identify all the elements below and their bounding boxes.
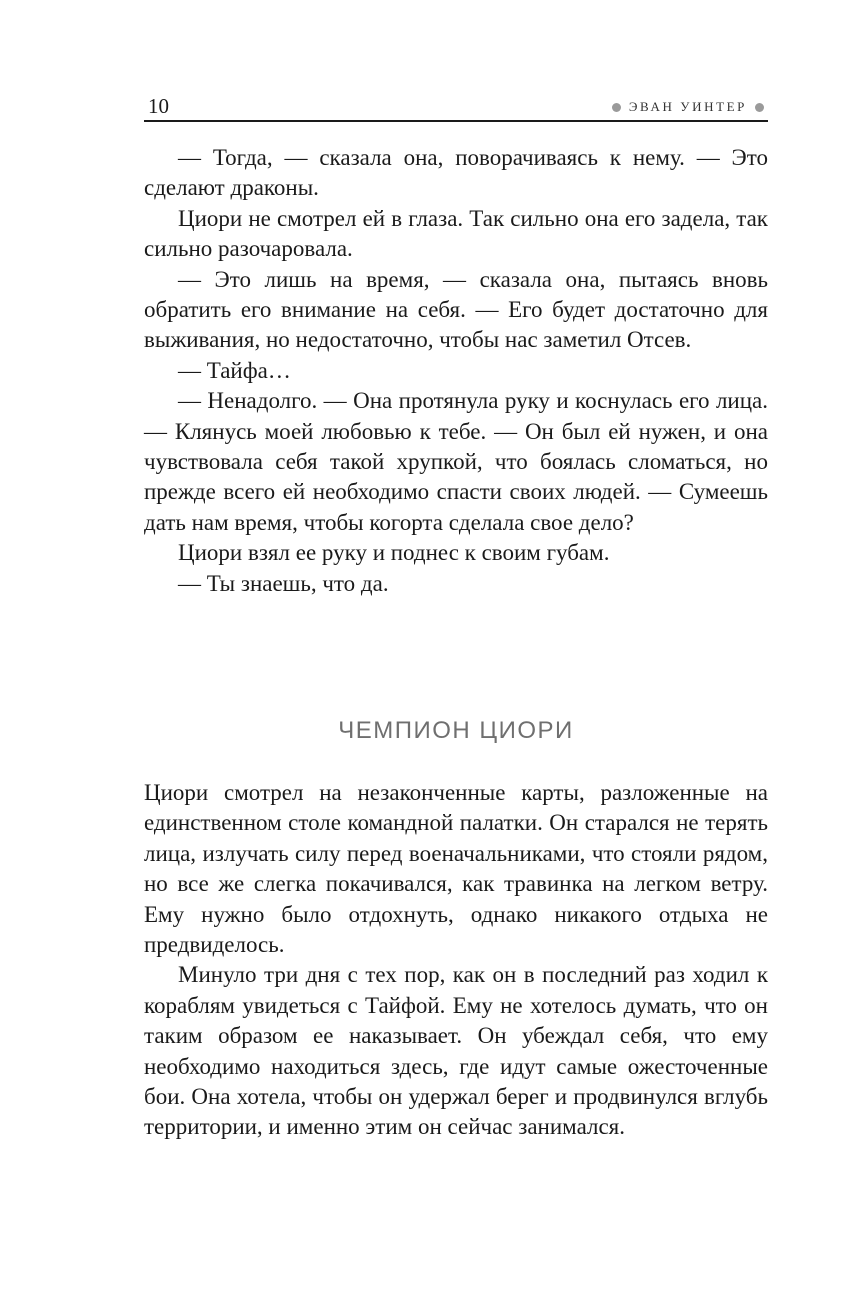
page-number: 10 xyxy=(148,94,169,118)
bullet-icon xyxy=(612,103,621,112)
paragraph: — Тайфа… xyxy=(178,357,291,383)
bullet-icon xyxy=(755,103,764,112)
running-head xyxy=(612,98,764,116)
paragraph: Циори не смотрел ей в глаза. Так сильно она его задела, так сильно разочаровала. xyxy=(144,205,768,262)
text-block-dialogue xyxy=(144,143,768,599)
paragraph: Минуло три дня с тех пор, как он в последний раз ходил к кораблям увидеться с Тайфой. Ему не хотелось думать, что он таким образом ее наказывает. Он убеждал себя, что ему необходимо находиться здесь, где идут самые ожесточенные бои. Она хотела, чтобы он удержал берег и продвинулся вглубь территории, и именно этим он сейчас занимался. xyxy=(144,962,768,1140)
page-header xyxy=(144,92,768,120)
section-title: ЧЕМПИОН ЦИОРИ xyxy=(338,717,574,744)
paragraph: Циори смотрел на незаконченные карты, разложенные на единственном столе командной палатки. Он старался не терять лица, излучать силу перед военачальниками, что стояли рядом, но все же слегка покачивался, как травинка на легком ветру. Ему нужно было отдохнуть, однако никакого отдыха не предвиделось. xyxy=(144,780,768,958)
paragraph: — Ты знаешь, что да. xyxy=(178,570,389,596)
paragraph: — Тогда, — сказала она, поворачиваясь к нему. — Это сделают драконы. xyxy=(144,145,768,201)
paragraph: — Ненадолго. — Она протянула руку и коснулась его лица. — Клянусь моей любовью к тебе. — Он был ей нужен, и она чувствовала себя такой хрупкой, что боялась сломаться, но прежде всего ей необходимо спасти своих людей. — Сумеешь дать нам время, чтобы когорта сделала свое дело? xyxy=(144,388,768,535)
paragraph: — Это лишь на время, — сказала она, пытаясь вновь обратить его внимание на себя. — Его будет достаточно для выживания, но недостаточно, чтобы нас заметил Отсев. xyxy=(144,266,768,353)
paragraph: Циори взял ее руку и поднес к своим губам. xyxy=(178,540,610,566)
text-block-chapter xyxy=(144,778,768,1143)
author-name: ЭВАН УИНТЕР xyxy=(628,99,747,114)
header-rule xyxy=(144,120,768,122)
